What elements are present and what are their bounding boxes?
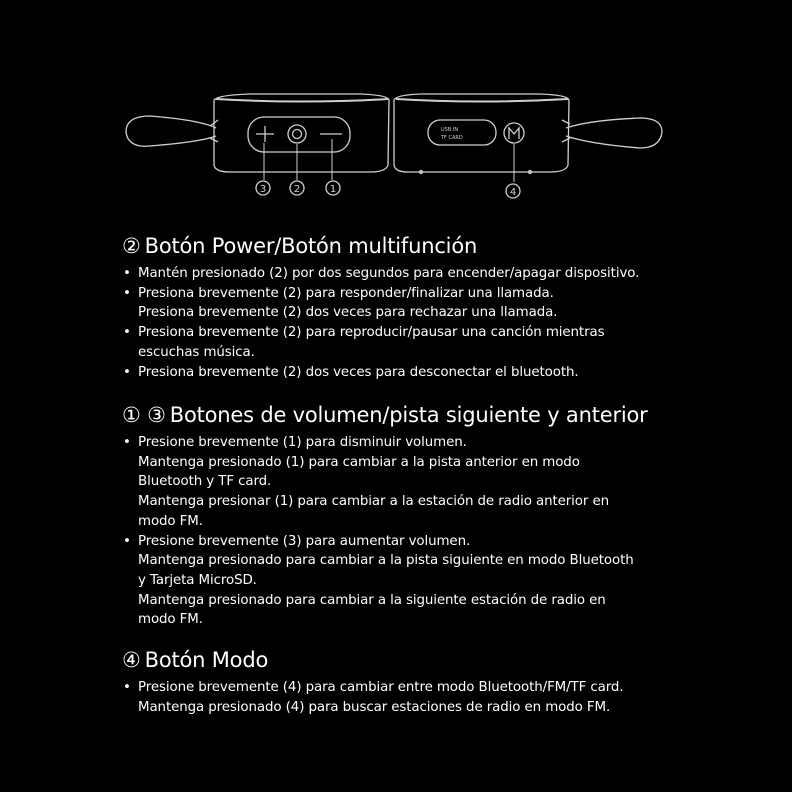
callout-3: 3 [259,184,267,195]
speaker-diagram [0,0,792,215]
tf-card-label: TF CARD [441,135,463,141]
section-power-button [122,232,772,382]
callout-1: 1 [329,184,337,195]
power-button-icon [288,125,306,143]
instruction-list [122,433,772,630]
right-speaker-body [394,94,569,172]
volume-up-icon [256,126,274,142]
section-volume-buttons [122,401,772,630]
callout-2: 2 [293,184,301,195]
section-title: ② Botón Power/Botón multifunción [122,234,478,258]
section-title: ④ Botón Modo [122,648,269,672]
list-item: • Presiona brevemente (2) dos veces para desconectar el bluetooth. [122,363,772,383]
left-strap-icon [126,116,216,146]
list-item: • Presione brevemente (4) para cambiar entre modo Bluetooth/FM/TF card. Mantenga presionado (4) para buscar estaciones de radio en modo FM. [122,678,772,717]
list-item: • Presione brevemente (3) para aumentar volumen. Mantenga presionado para cambiar a la pista siguiente en modo Bluetooth y Tarjeta MicroSD. Mantenga presionado para cambiar a la siguiente estación de radio en modo FM. [122,532,772,631]
usb-tf-slot [428,120,496,145]
list-item: • Presione brevemente (1) para disminuir volumen. Mantenga presionado (1) para cambiar a la pista anterior en modo Bluetooth y TF card. Mantenga presionar (1) para cambiar a la estación de radio anterior en modo FM. [122,433,772,532]
right-strap-icon [566,118,662,148]
list-item: • Presiona brevemente (2) para responder/finalizar una llamada. Presiona brevemente (2) dos veces para rechazar una llamada. [122,284,772,323]
list-item: • Mantén presionado (2) por dos segundos para encender/apagar dispositivo. [122,264,772,284]
section-title: ① ③ Botones de volumen/pista siguiente y anterior [122,403,648,427]
callout-4: 4 [509,187,517,198]
left-speaker-rim [216,99,388,102]
instruction-list [122,678,772,717]
section-mode-button [122,646,772,717]
usb-in-label: USB IN [441,127,459,133]
list-item: • Presiona brevemente (2) para reproducir/pausar una canción mientras escuchas música. [122,323,772,362]
instruction-list [122,264,772,382]
